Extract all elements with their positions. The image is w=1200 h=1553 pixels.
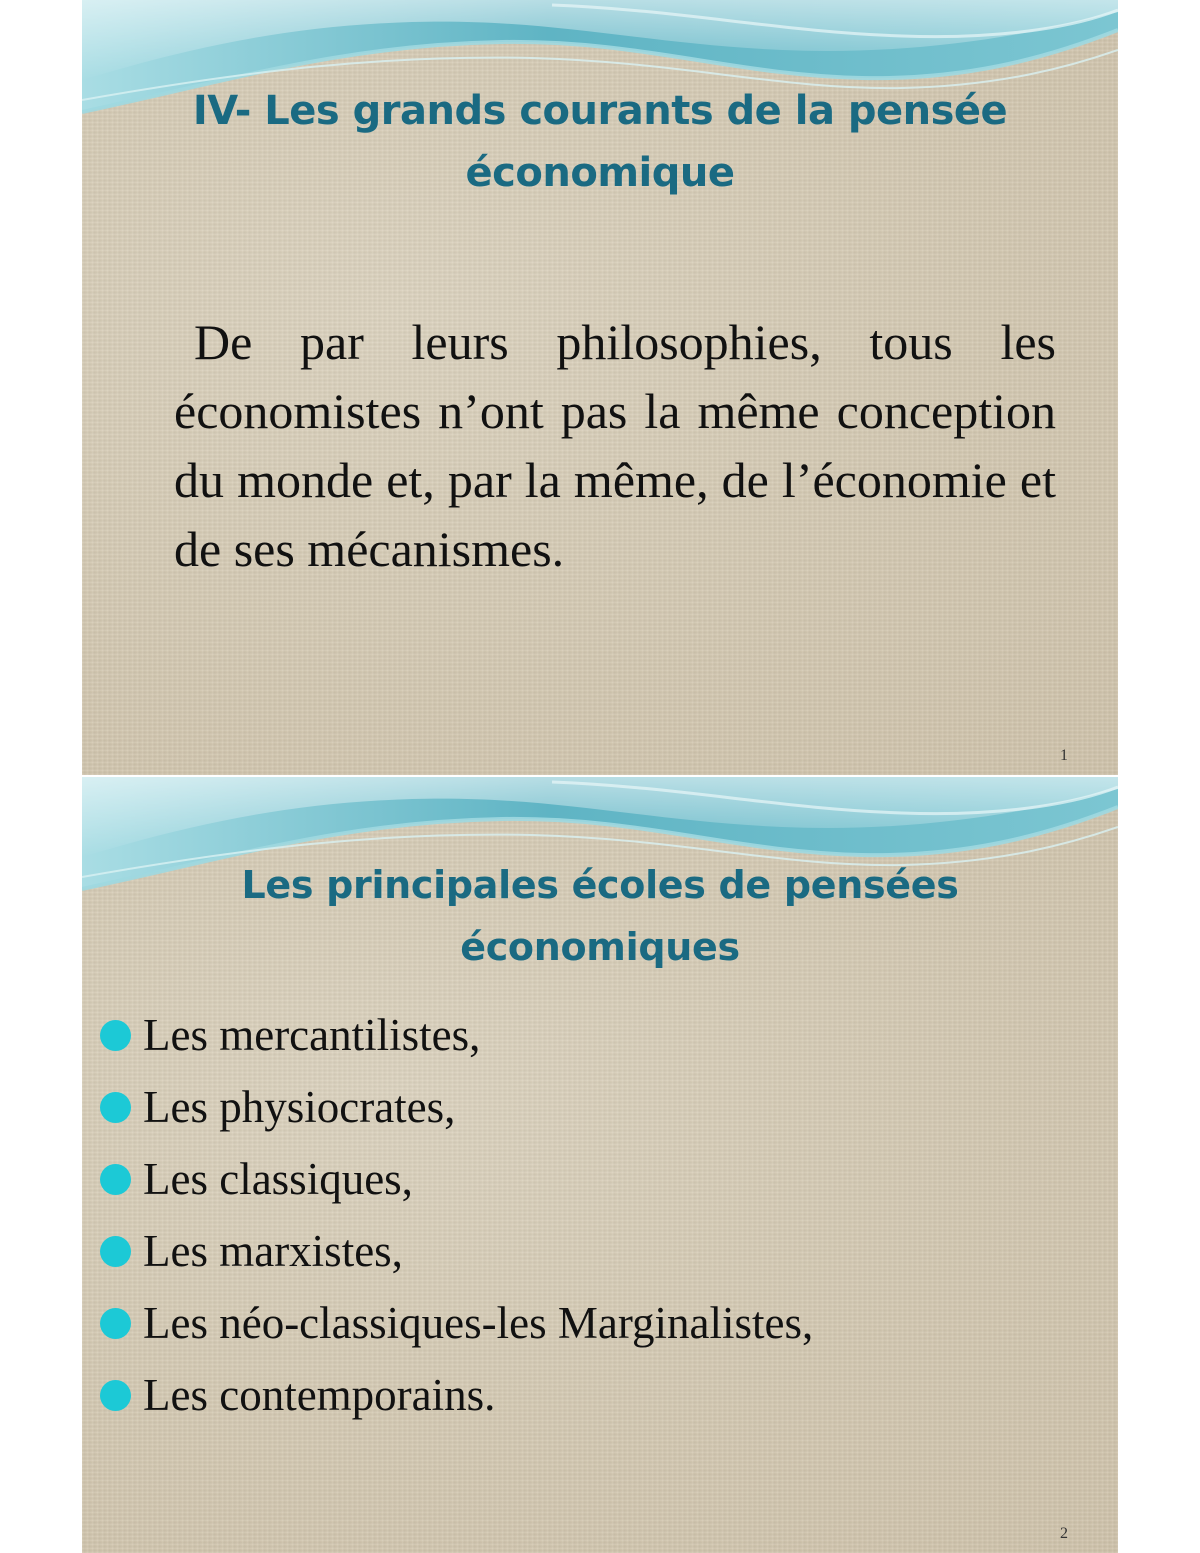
slide-2-title-line-2: économiques	[460, 925, 740, 969]
slide-1-title-line-1: IV- Les grands courants de la pensée	[192, 88, 1008, 134]
slide-1-body-text: De par leurs philosophies, tous les économistes n’ont pas la même conception du monde et, par la même, de l’économie et de ses mécanismes.	[174, 314, 1056, 577]
slide-2-page-number: 2	[1060, 1525, 1068, 1542]
bullet-dot-icon	[100, 1164, 131, 1195]
slide-1-title	[82, 80, 1118, 204]
list-item-label: Les néo-classiques-les Marginalistes,	[143, 1298, 814, 1348]
list-item-label: Les marxistes,	[143, 1226, 403, 1276]
list-item	[100, 1287, 813, 1359]
list-item	[100, 1215, 813, 1287]
bullet-dot-icon	[100, 1380, 131, 1411]
schools-bullet-list	[100, 999, 813, 1431]
list-item-label: Les physiocrates,	[143, 1082, 456, 1132]
slide-1	[82, 0, 1118, 775]
bullet-dot-icon	[100, 1092, 131, 1123]
list-item-label: Les mercantilistes,	[143, 1010, 481, 1060]
bullet-dot-icon	[100, 1308, 131, 1339]
bullet-dot-icon	[100, 1020, 131, 1051]
bullet-dot-icon	[100, 1236, 131, 1267]
slide-2-title-line-1: Les principales écoles de pensées	[241, 863, 959, 907]
list-item	[100, 1071, 813, 1143]
slide-2	[82, 777, 1118, 1553]
list-item	[100, 1143, 813, 1215]
slide-1-page-number: 1	[1060, 747, 1068, 764]
list-item	[100, 999, 813, 1071]
list-item-label: Les contemporains.	[143, 1370, 496, 1420]
list-item-label: Les classiques,	[143, 1154, 413, 1204]
slide-1-title-line-2: économique	[465, 150, 735, 196]
slide-2-title	[82, 854, 1118, 978]
list-item	[100, 1359, 813, 1431]
